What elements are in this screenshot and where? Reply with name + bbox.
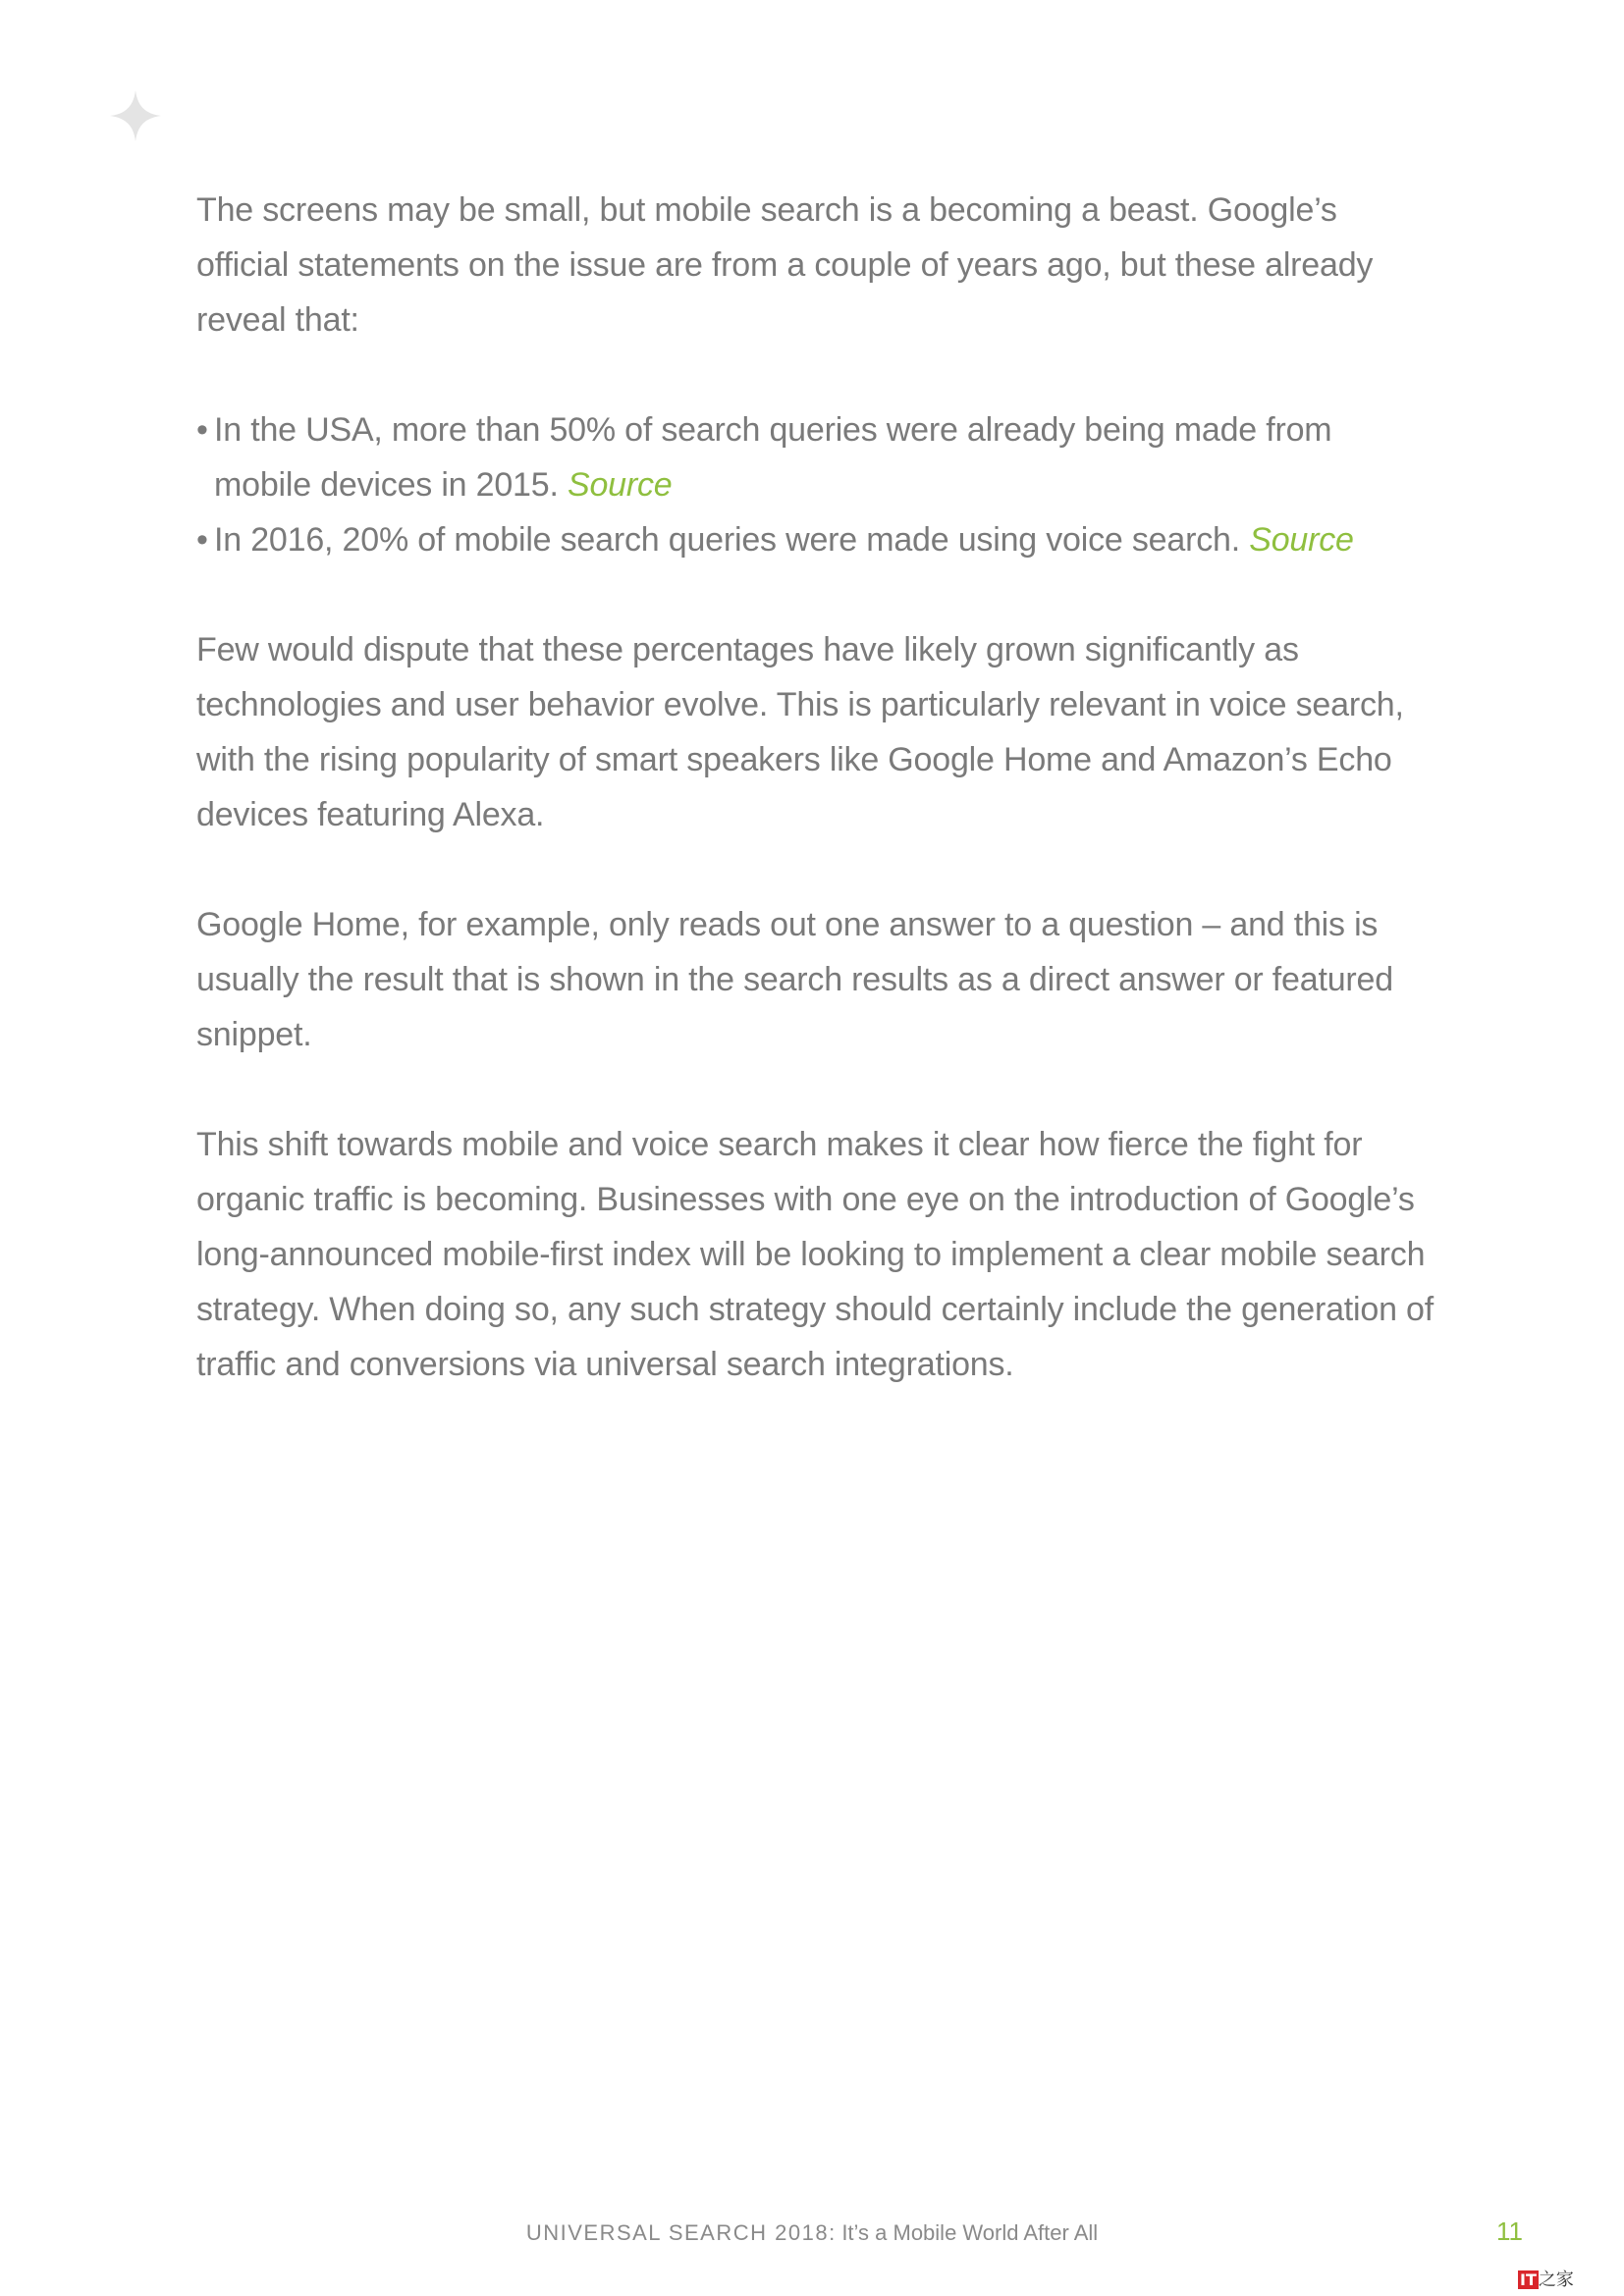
list-item-text: In the USA, more than 50% of search queries were already being made from mobile devices in 2015.: [214, 411, 1332, 504]
source-link[interactable]: Source: [567, 466, 673, 504]
list-item: [196, 402, 1434, 512]
bullet-marker: •: [196, 521, 208, 559]
page-footer: [0, 2220, 1624, 2246]
watermark-suffix: 之家: [1538, 2269, 1574, 2290]
sparkle-icon: [106, 86, 165, 145]
footer-title: UNIVERSAL SEARCH 2018: [525, 2220, 830, 2245]
body-paragraph: Few would dispute that these percentages have likely grown significantly as technologies and user behavior evolve. This is particularly relevant in voice search, with the rising popularity of smart speakers like Google Home and Amazon’s Echo devices featuring Alexa.: [196, 631, 1404, 833]
page-body: [196, 183, 1434, 1447]
statistics-list: [196, 402, 1434, 567]
bullet-marker: •: [196, 411, 208, 449]
watermark-brand: IT: [1520, 2270, 1537, 2289]
watermark-logo: [1518, 2266, 1574, 2291]
body-paragraph: Google Home, for example, only reads out one answer to a question – and this is usually the result that is shown in the search results as a direct answer or featured snippet.: [196, 906, 1393, 1053]
footer-subtitle: It’s a Mobile World After All: [836, 2220, 1099, 2245]
body-paragraph: This shift towards mobile and voice search makes it clear how fierce the fight for organic traffic is becoming. Businesses with one eye on the introduction of Google’s long-announced mobile-first index will be looking to implement a clear mobile search strategy. When doing so, any such strategy should certainly include the generation of traffic and conversions via universal search integrations.: [196, 1126, 1435, 1383]
list-item: [196, 512, 1434, 567]
page-number: 11: [1496, 2216, 1523, 2246]
list-item-text: In 2016, 20% of mobile search queries were made using voice search.: [214, 521, 1240, 559]
footer-separator: :: [829, 2220, 837, 2245]
source-link[interactable]: Source: [1249, 521, 1354, 559]
intro-paragraph: The screens may be small, but mobile search is a becoming a beast. Google’s official statements on the issue are from a couple of years ago, but these already reveal that:: [196, 191, 1374, 339]
